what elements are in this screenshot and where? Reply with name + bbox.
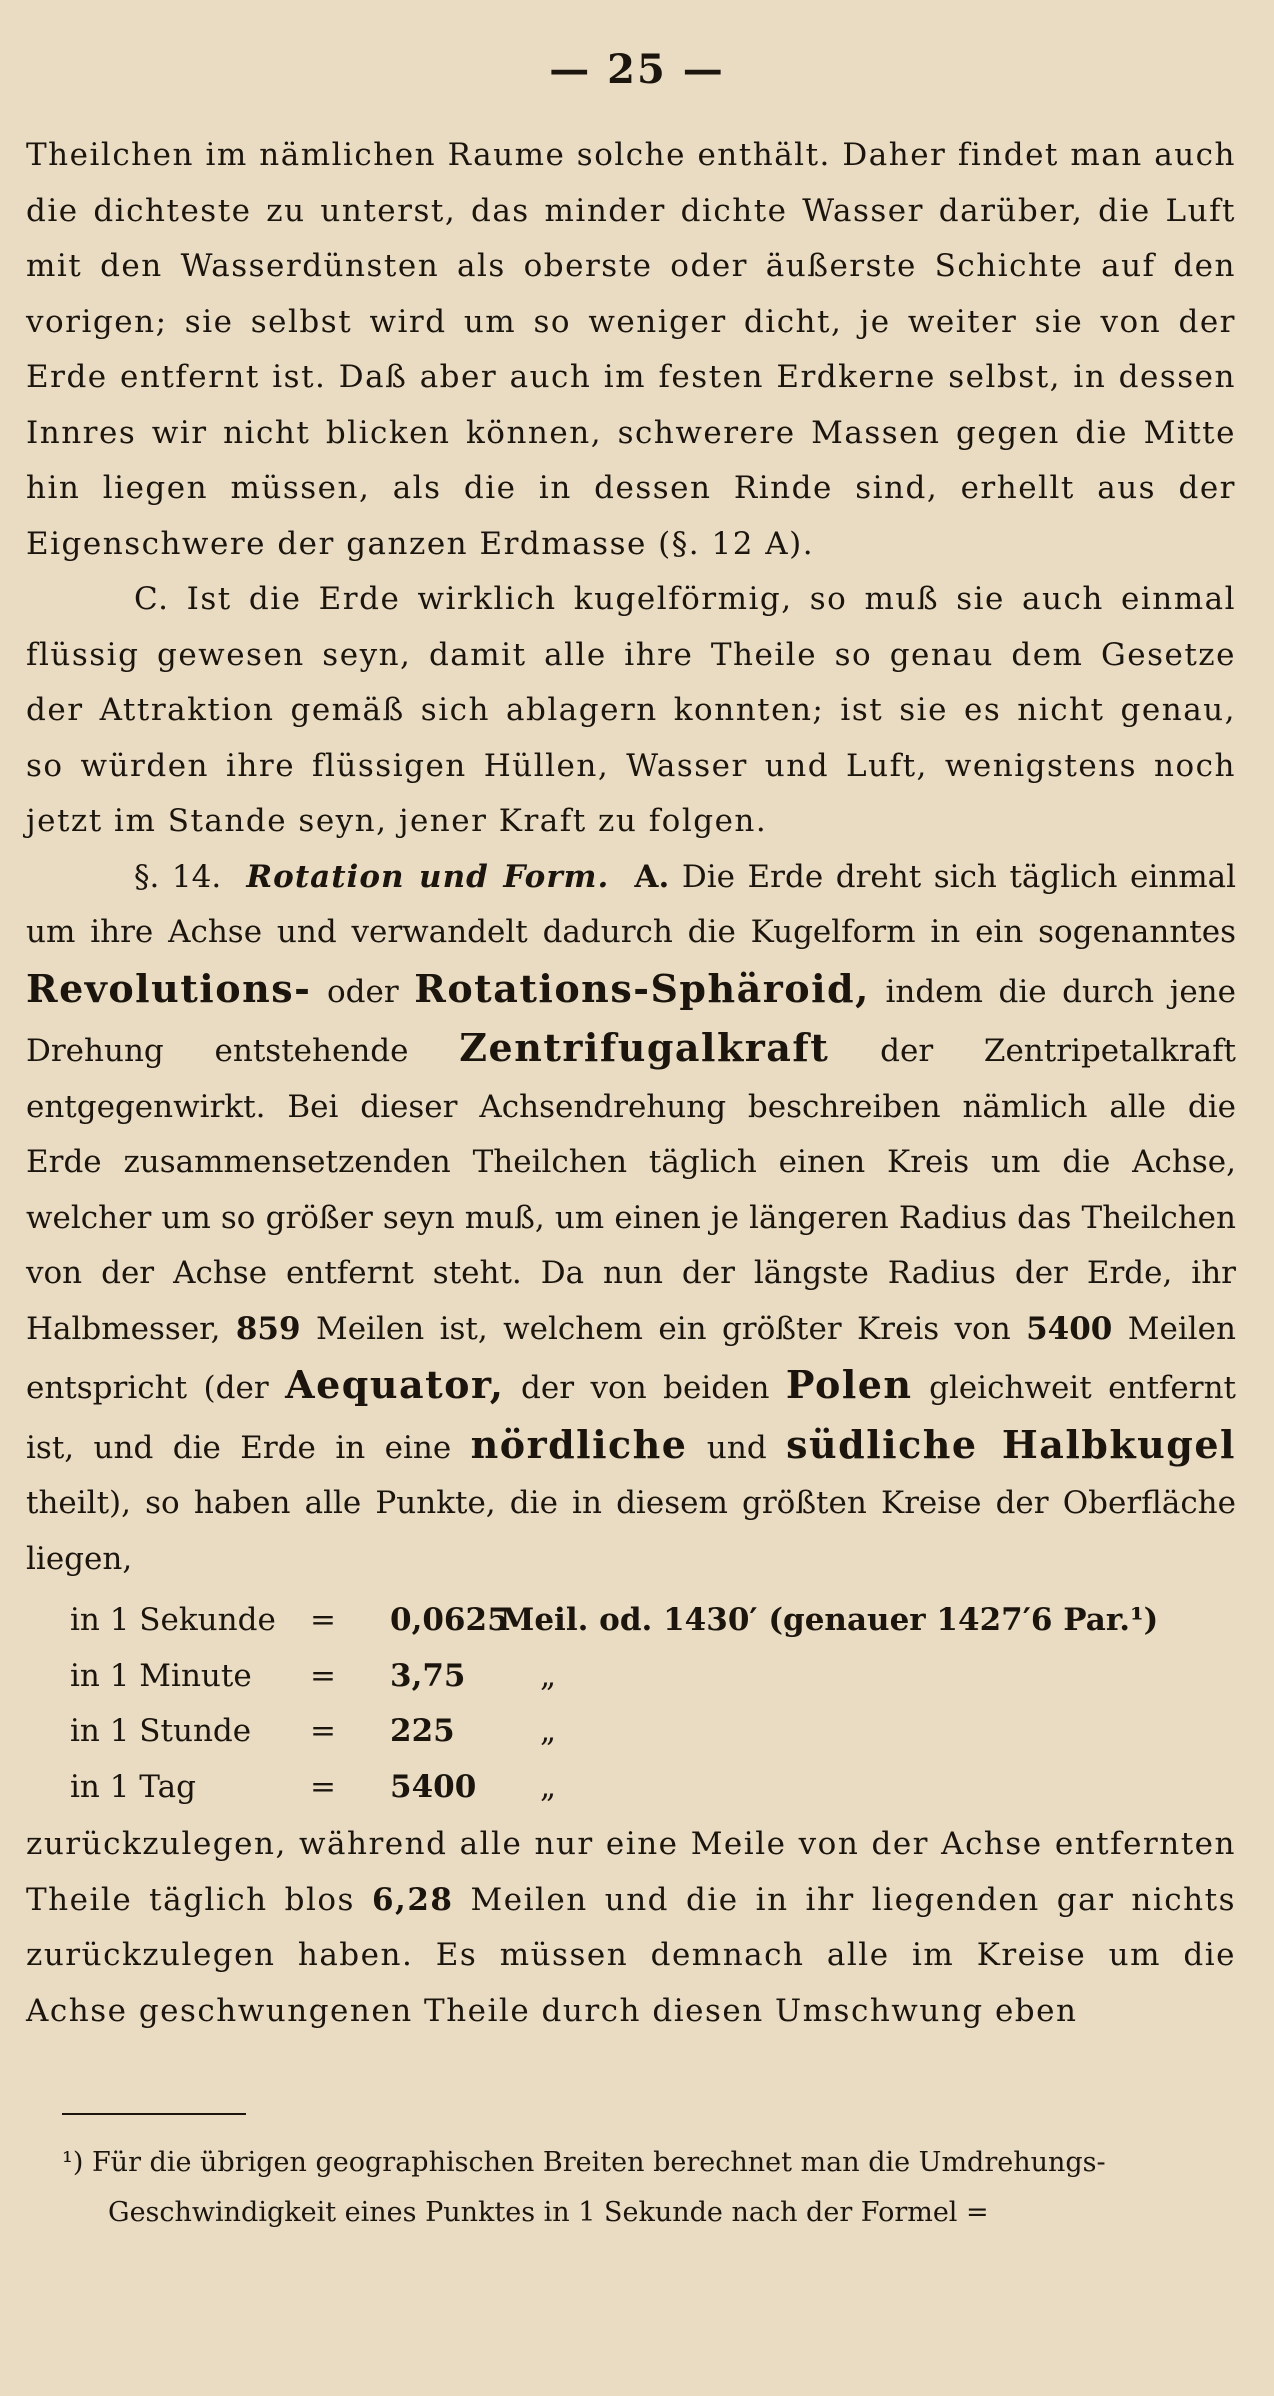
page-number: — 25 — [549,46,725,93]
table-equals: = [310,1713,336,1749]
table-value: 225 [390,1713,455,1749]
footnote [62,2138,1232,2238]
number-radius: 859 [235,1310,301,1347]
table-value: 0,0625 [390,1602,509,1638]
footnote-line-2: Geschwindigkeit eines Punktes in 1 Sekunde nach der Formel = [108,2197,989,2228]
table-equals: = [310,1602,336,1638]
text-span: und [706,1429,767,1466]
text-span: Meilen und die in ihr liegenden gar nichts zurückzulegen haben. Es müssen demnach alle im Kreise um die Achse geschwungenen Theile durch diesen Umschwung eben [26,1881,1236,2029]
paragraph-3 [26,850,1236,1588]
emphasis-aequator: Aequator, [285,1362,505,1407]
table-unit: Meil. od. 1430′ (genauer 1427′6 Par.¹) [500,1602,1159,1638]
table-period: in 1 Minute [70,1657,252,1694]
section-heading: Rotation und Form. [246,858,610,895]
table-unit: „ [540,1768,557,1805]
emphasis-noerdliche: nördliche [470,1421,688,1467]
paragraph-1: Theilchen im nämlichen Raume solche enthält. Daher findet man auch die dichteste zu unterst, das minder dichte Wasser darüber, die Luft mit den Wasserdünsten als oberste oder äußerste Schichte auf den vorigen; sie selbst wird um so weniger dicht, je weiter sie von der Erde entfernt ist. Daß aber auch im festen Erdkerne selbst, in dessen Innres wir nicht blicken können, schwerere Massen gegen die Mitte hin liegen müssen, als die in dessen Rinde sind, erhellt aus der Eigenschwere der ganzen Erdmasse (§. 12 A). [26,137,1236,562]
table-equals: = [310,1768,336,1805]
footnote-rule [62,2113,246,2115]
text-span: indem die durch jene Drehung entstehende [26,973,1236,1069]
text-span: Die Erde dreht sich täglich einmal um ihre Achse und verwandelt dadurch die Kugelform in ein sogenanntes [26,858,1236,950]
table-equals: = [310,1657,336,1694]
text-span: der von beiden [521,1370,770,1406]
text-span: gleichweit entfernt ist, und die Erde in eine [26,1370,1236,1466]
emphasis-polen: Polen [785,1362,913,1407]
emphasis-revolutions: Revolutions- [26,965,312,1011]
table-unit: „ [540,1657,557,1694]
paragraph-4 [26,1817,1236,2039]
text-span: Meilen entspricht (der [26,1310,1236,1406]
text-span: zurückzulegen, während alle nur eine Meile von der Achse entfernten Theile täglich blos [26,1826,1236,1918]
text-span: oder [326,973,399,1010]
paragraph-2: C. Ist die Erde wirklich kugelförmig, so muß sie auch einmal flüssig gewesen seyn, damit alle ihre Theile so genau dem Gesetze der Attraktion gemäß sich ablagern konnten; ist sie es nicht genau, so würden ihre flüssigen Hüllen, Wasser und Luft, wenigstens noch jetzt im Stande seyn, jener Kraft zu folgen. [26,581,1236,839]
page-body [26,128,1236,2039]
subsection-marker: A. [634,858,670,895]
table-row [70,1593,1236,1649]
text-span: der Zentripetalkraft entgegenwirkt. Bei dieser Achsendrehung beschreiben nämlich alle die Erde zusammensetzenden Theilchen täglich einen Kreis um die Achse, welcher um so größer seyn muß, um einen je längeren Radius das Theilchen von der Achse entfernt steht. Da nun der längste Radius der Erde, ihr Halbmesser, [26,1033,1237,1347]
text-span: theilt), so haben alle Punkte, die in diesem größten Kreise der Oberfläche liegen, [26,1485,1236,1577]
emphasis-rotations-sphaeroid: Rotations-Sphäroid, [414,965,870,1011]
footnote-line-1: ¹) Für die übrigen geographischen Breiten berechnet man die Umdrehungs- [62,2147,1106,2178]
text-span: Meilen ist, welchem ein größter Kreis von [315,1310,1011,1347]
table-value: 3,75 [390,1657,466,1694]
speed-table [70,1593,1236,1815]
section-number: §. 14. [134,858,222,895]
emphasis-zentrifugalkraft: Zentrifugalkraft [459,1025,830,1070]
number-circle: 5400 [1026,1310,1113,1347]
table-period: in 1 Sekunde [70,1602,276,1638]
table-unit: „ [540,1713,557,1749]
table-period: in 1 Tag [70,1768,196,1805]
table-value: 5400 [390,1768,477,1805]
emphasis-suedliche-halbkugel: südliche Halbkugel [786,1421,1236,1467]
table-period: in 1 Stunde [70,1713,252,1749]
table-row [70,1760,1236,1816]
table-row [70,1649,1236,1705]
number-distance: 6,28 [371,1881,454,1918]
table-row [70,1704,1236,1760]
